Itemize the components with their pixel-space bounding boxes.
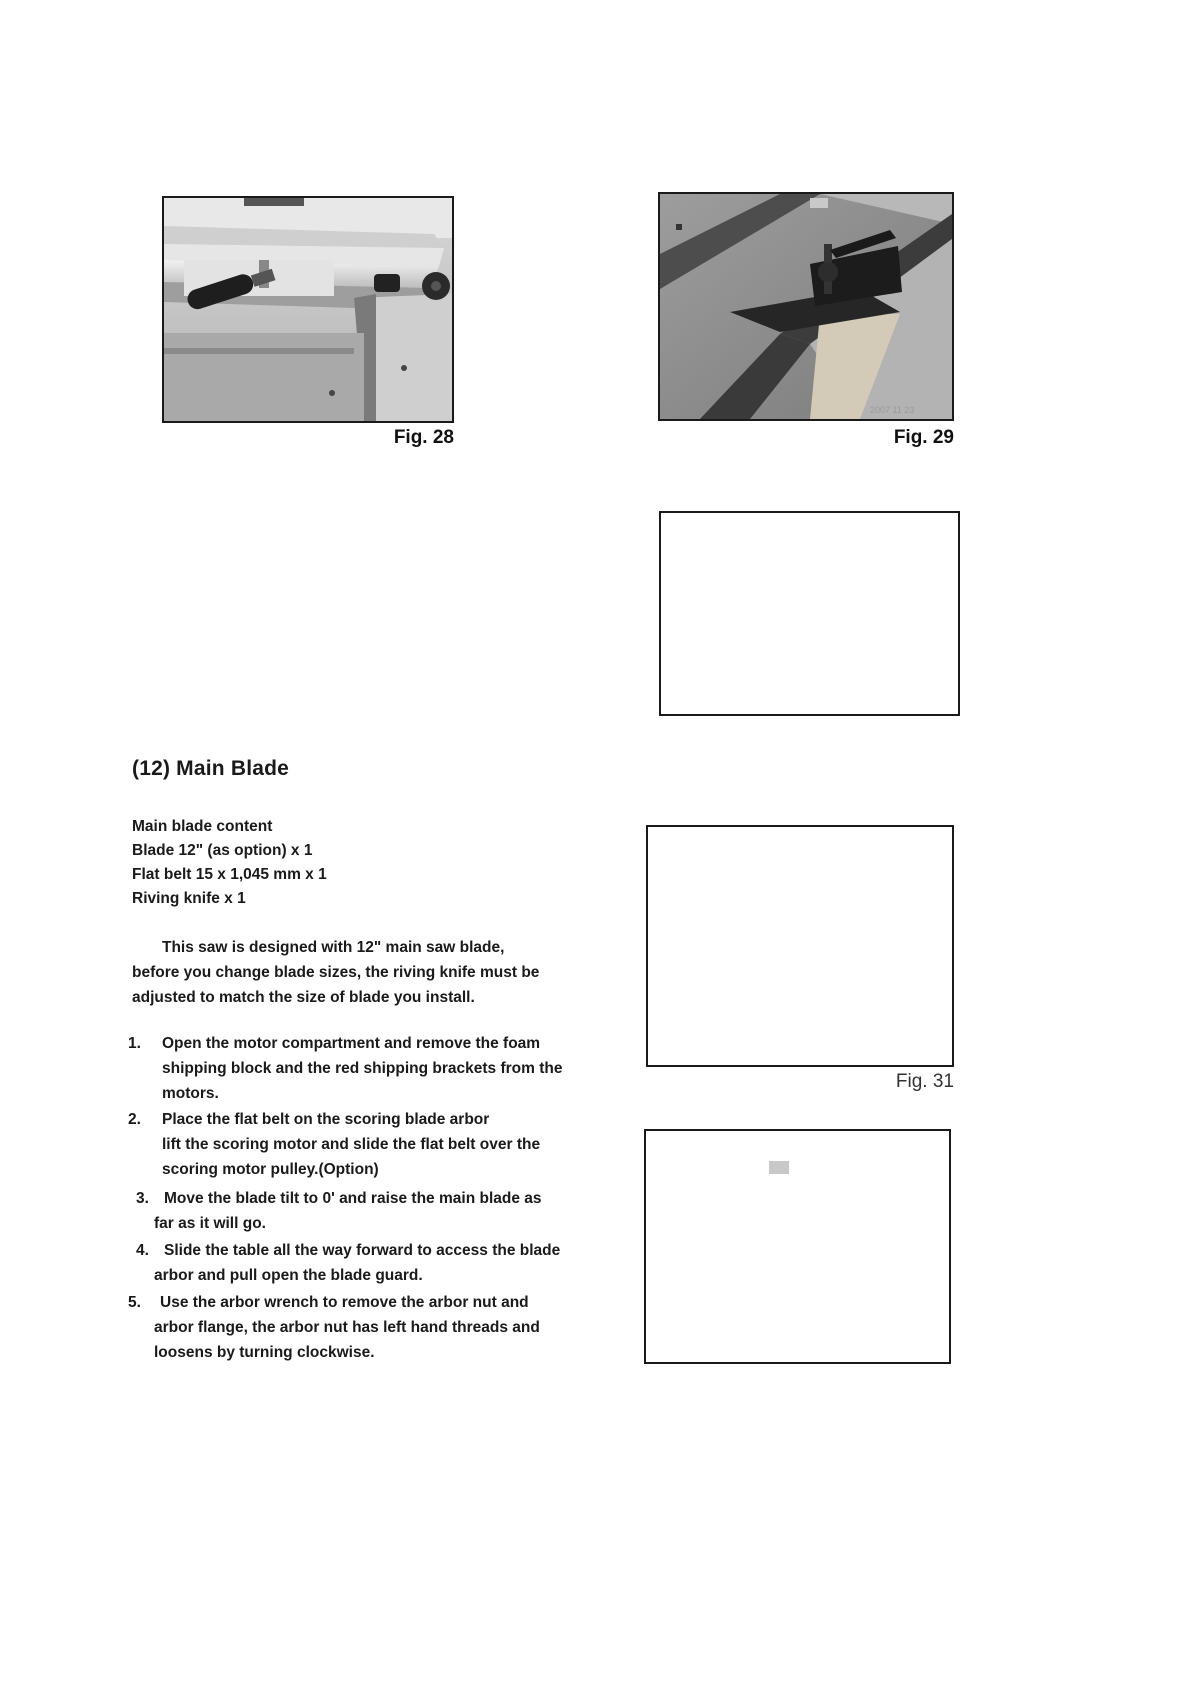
fig-29-date-stamp: 2007 11 23 (870, 405, 915, 415)
step-4 (128, 1238, 608, 1288)
step-number: 4. (136, 1242, 149, 1259)
intro-line: before you change blade sizes, the riving knife must be (132, 964, 540, 981)
content-list-item: Flat belt 15 x 1,045 mm x 1 (132, 866, 327, 883)
figure-28-caption: Fig. 28 (393, 427, 454, 448)
figure-29-caption: Fig. 29 (893, 427, 954, 448)
content-list-item: Blade 12" (as option) x 1 (132, 842, 313, 859)
figure-29-photo (658, 192, 954, 421)
content-list-item: Riving knife x 1 (132, 890, 246, 907)
step-line: far as it will go. (154, 1215, 266, 1232)
step-number: 3. (136, 1190, 149, 1207)
fig-29-illustration (660, 194, 952, 419)
step-line: Place the flat belt on the scoring blade arbor (162, 1111, 490, 1128)
section-heading: (12) Main Blade (132, 757, 290, 780)
step-line: arbor flange, the arbor nut has left hand threads and (154, 1319, 540, 1336)
step-line: Open the motor compartment and remove the foam (162, 1035, 541, 1052)
step-1 (128, 1031, 608, 1106)
content-list-title: Main blade content (132, 818, 273, 835)
step-3 (128, 1186, 608, 1236)
figure-31-blank (646, 825, 954, 1067)
step-line: scoring motor pulley.(Option) (162, 1161, 379, 1178)
step-line: lift the scoring motor and slide the flat belt over the (162, 1136, 541, 1153)
step-line: arbor and pull open the blade guard. (154, 1267, 423, 1284)
intro-paragraph (132, 935, 622, 1010)
step-line: Use the arbor wrench to remove the arbor nut and (160, 1294, 529, 1311)
fig-28-illustration (164, 198, 452, 421)
procedure-steps (128, 1031, 608, 1365)
figure-28-photo (162, 196, 454, 423)
intro-line: This saw is designed with 12" main saw blade, (162, 939, 505, 956)
step-2 (128, 1107, 608, 1182)
step-number: 2. (128, 1111, 141, 1128)
step-number: 1. (128, 1035, 141, 1052)
figure-31-caption: Fig. 31 (895, 1071, 954, 1092)
placeholder-chip (769, 1161, 789, 1174)
step-5 (128, 1290, 608, 1365)
step-line: shipping block and the red shipping brackets from the (162, 1060, 563, 1077)
step-line: motors. (162, 1085, 219, 1102)
figure-30-blank (659, 511, 960, 716)
blade-content-list (132, 815, 327, 911)
step-line: Slide the table all the way forward to access the blade (164, 1242, 561, 1259)
step-line: Move the blade tilt to 0' and raise the main blade as (164, 1190, 542, 1207)
figure-32-blank (644, 1129, 951, 1364)
step-number: 5. (128, 1294, 141, 1311)
step-line: loosens by turning clockwise. (154, 1344, 375, 1361)
intro-line: adjusted to match the size of blade you install. (132, 989, 475, 1006)
